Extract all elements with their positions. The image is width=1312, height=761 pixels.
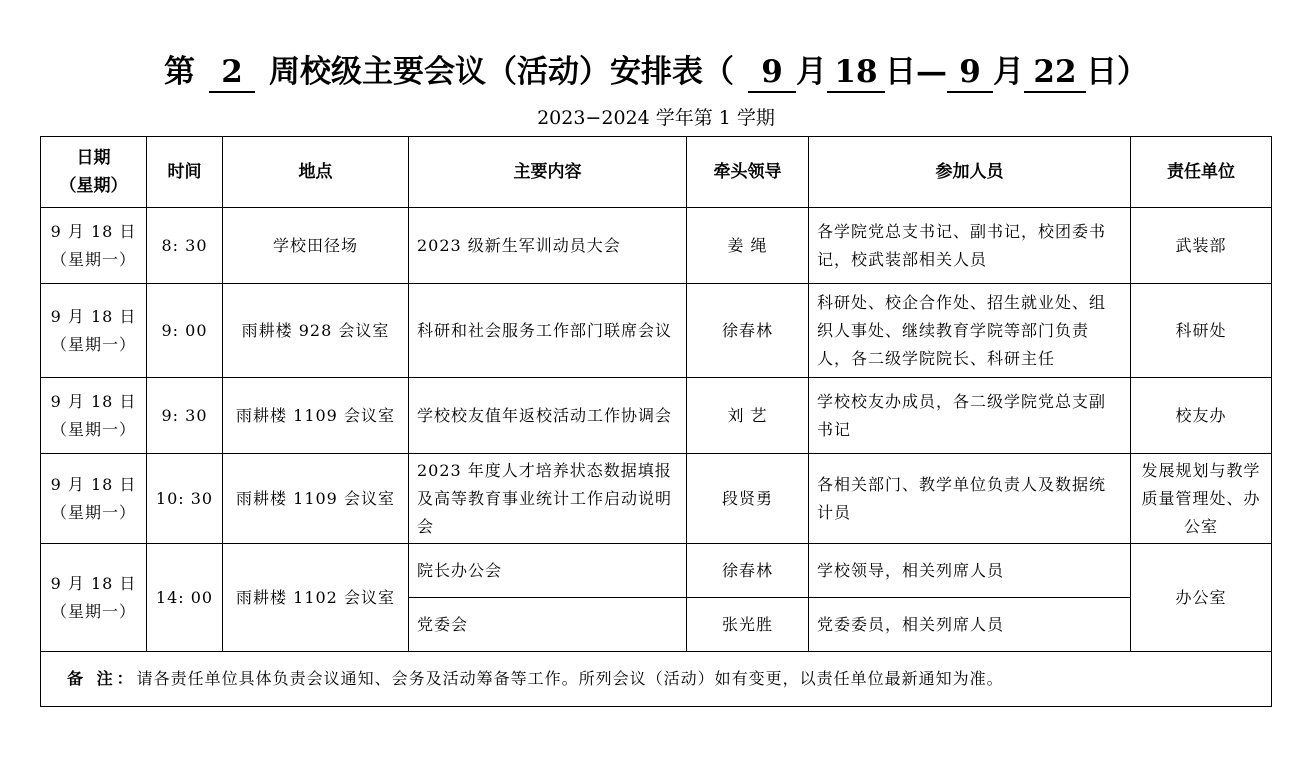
title-day-end: 22 (1024, 53, 1086, 93)
table-row (41, 454, 1272, 544)
location-cell: 学校田径场 (223, 208, 409, 284)
leader-cell: 徐春林 (687, 284, 809, 378)
participants-cell: 科研处、校企合作处、招生就业处、组织人事处、继续教育学院等部门负责人，各二级学院院长、科研主任 (809, 284, 1131, 378)
participants-cell: 学校校友办成员，各二级学院党总支副书记 (809, 378, 1131, 454)
table-row (41, 378, 1272, 454)
schedule-table (40, 136, 1272, 707)
participants-cell: 党委委员，相关列席人员 (809, 598, 1131, 652)
header-location: 地点 (223, 137, 409, 208)
leader-cell: 刘 艺 (687, 378, 809, 454)
title-day-label-1: 日— (885, 54, 947, 90)
title-week-number: 2 (209, 53, 255, 93)
content-cell: 科研和社会服务工作部门联席会议 (409, 284, 687, 378)
page-subtitle: 2023−2024 学年第 1 学期 (537, 107, 775, 129)
content-cell: 2023 年度人才培养状态数据填报及高等教育事业统计工作启动说明会 (409, 454, 687, 544)
header-content: 主要内容 (409, 137, 687, 208)
content-cell: 2023 级新生军训动员大会 (409, 208, 687, 284)
content-cell: 学校校友值年返校活动工作协调会 (409, 378, 687, 454)
title-prefix: 第 (164, 54, 195, 90)
unit-cell: 校友办 (1131, 378, 1272, 454)
header-leader: 牵头领导 (687, 137, 809, 208)
title-month-end: 9 (947, 53, 993, 93)
location-cell: 雨耕楼 1109 会议室 (223, 454, 409, 544)
remarks-text: 请各责任单位具体负责会议通知、会务及活动筹备等工作。所列会议（活动）如有变更，以责任单位最新通知为准。 (136, 669, 1004, 688)
table-row (41, 284, 1272, 378)
table-row (41, 208, 1272, 284)
title-day-start: 18 (827, 53, 885, 93)
table-row (41, 544, 1272, 598)
header-participants: 参加人员 (809, 137, 1131, 208)
remarks-label: 备 注： (67, 669, 137, 688)
title-month-label-1: 月 (796, 54, 827, 90)
unit-cell: 科研处 (1131, 284, 1272, 378)
time-cell: 9: 00 (147, 284, 223, 378)
remarks-cell (41, 652, 1272, 707)
table-header-row (41, 137, 1272, 208)
participants-cell: 各学院党总支书记、副书记，校团委书记，校武装部相关人员 (809, 208, 1131, 284)
unit-cell: 发展规划与教学质量管理处、办公室 (1131, 454, 1272, 544)
leader-cell: 徐春林 (687, 544, 809, 598)
date-cell: 9 月 18 日 （星期一） (41, 454, 147, 544)
date-cell: 9 月 18 日 （星期一） (41, 544, 147, 652)
date-cell: 9 月 18 日 （星期一） (41, 378, 147, 454)
unit-cell: 武装部 (1131, 208, 1272, 284)
title-middle: 周校级主要会议（活动）安排表（ (269, 54, 734, 90)
participants-cell: 各相关部门、教学单位负责人及数据统计员 (809, 454, 1131, 544)
leader-cell: 张光胜 (687, 598, 809, 652)
participants-cell: 学校领导，相关列席人员 (809, 544, 1131, 598)
location-cell: 雨耕楼 1102 会议室 (223, 544, 409, 652)
leader-cell: 姜 绳 (687, 208, 809, 284)
content-cell: 党委会 (409, 598, 687, 652)
location-cell: 雨耕楼 928 会议室 (223, 284, 409, 378)
title-month-label-2: 月 (993, 54, 1024, 90)
remarks-row (41, 652, 1272, 707)
time-cell: 14: 00 (147, 544, 223, 652)
leader-cell: 段贤勇 (687, 454, 809, 544)
time-cell: 10: 30 (147, 454, 223, 544)
location-cell: 雨耕楼 1109 会议室 (223, 378, 409, 454)
content-cell: 院长办公会 (409, 544, 687, 598)
title-month-start: 9 (748, 53, 796, 93)
unit-cell: 办公室 (1131, 544, 1272, 652)
date-cell: 9 月 18 日 （星期一） (41, 284, 147, 378)
date-cell: 9 月 18 日 （星期一） (41, 208, 147, 284)
title-suffix: 日） (1086, 54, 1148, 90)
time-cell: 8: 30 (147, 208, 223, 284)
header-unit: 责任单位 (1131, 137, 1272, 208)
page-title (0, 48, 1312, 96)
header-time: 时间 (147, 137, 223, 208)
time-cell: 9: 30 (147, 378, 223, 454)
header-date: 日期 （星期） (41, 137, 147, 208)
